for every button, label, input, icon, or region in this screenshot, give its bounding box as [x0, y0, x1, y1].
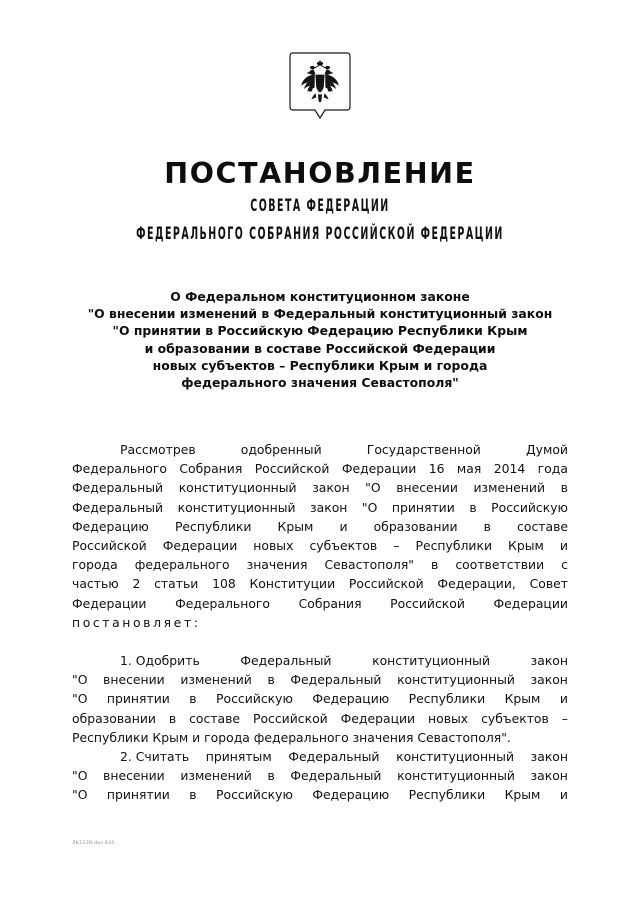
text-word: Федерацию — [312, 787, 390, 803]
text-word: новых — [253, 537, 294, 553]
text-word: принятии — [106, 691, 170, 707]
text-word: 16 — [428, 461, 445, 477]
text-word: Рассмотрев — [120, 442, 196, 457]
text-word: Крым — [504, 691, 541, 707]
text-word: Федерацию — [72, 518, 149, 534]
text-word: "О — [72, 672, 88, 688]
text-word: новых — [428, 710, 469, 726]
text-word: "О — [72, 787, 88, 803]
text-word: постановляет: — [72, 614, 201, 630]
text-word: 2014 — [493, 461, 526, 477]
text-word: с — [561, 557, 568, 573]
text-word: – — [561, 710, 568, 726]
subject-line: и образовании в составе Российской Федерации — [144, 340, 496, 356]
text-word: Федеральный — [240, 653, 332, 668]
text-word: принятии — [106, 787, 170, 803]
text-word: конституционный — [397, 768, 515, 784]
text-word: города — [72, 557, 118, 573]
text-word: Республики Крым и города федерального значения Севастополя". — [72, 729, 511, 745]
text-word: Государственной — [366, 442, 481, 457]
text-word: Собрания — [179, 461, 243, 477]
text-word: и — [559, 691, 568, 707]
text-word: образовании — [72, 710, 156, 726]
text-word: конституционный — [178, 480, 297, 496]
text-word: Федерации — [340, 710, 416, 726]
text-word: в — [168, 710, 177, 726]
text-word: Российской — [252, 710, 328, 726]
text-word: Федерации — [493, 595, 568, 611]
text-word: Совет — [529, 576, 568, 592]
emblem-container — [0, 52, 640, 144]
text-word: в — [267, 768, 275, 784]
text-word: Республики — [415, 537, 492, 553]
text-line — [72, 785, 568, 804]
text-line — [72, 766, 568, 785]
text-word: Российской — [390, 595, 465, 611]
text-word: Российскую — [216, 787, 293, 803]
russian-federation-coat-of-arms-icon — [287, 52, 353, 144]
document-subject-heading — [72, 288, 568, 391]
text-word: в — [483, 518, 491, 534]
title-subtitle-assembly: ФЕДЕРАЛЬНОГО СОБРАНИЯ РОССИЙСКОЙ ФЕДЕРАЦИИ — [136, 224, 504, 244]
text-word: Федеральный — [290, 672, 382, 688]
text-word: закон — [530, 653, 568, 668]
text-word: Крым — [277, 518, 314, 534]
text-word: составе — [517, 518, 568, 534]
text-line — [72, 574, 568, 593]
text-line — [72, 747, 568, 766]
subject-line: федерального значения Севастополя" — [181, 375, 459, 391]
text-word: Федерального — [72, 461, 167, 477]
text-word: 2 — [132, 576, 141, 592]
text-word: образовании — [373, 518, 458, 534]
text-word: Федерации, — [437, 576, 516, 592]
text-word: Республики — [408, 691, 486, 707]
text-word: принятым — [205, 749, 272, 764]
text-word: одобренный — [240, 442, 322, 457]
text-word: конституционный — [372, 653, 491, 668]
text-line — [72, 536, 568, 555]
text-word: Российской — [348, 576, 424, 592]
page-title: ПОСТАНОВЛЕНИЕ — [164, 157, 476, 190]
text-word: конституционный — [177, 499, 296, 515]
text-word: Федерального — [175, 595, 271, 611]
text-word: Федерацию — [312, 691, 390, 707]
text-line — [72, 689, 568, 708]
text-word: Федеральный — [72, 480, 164, 496]
text-line — [72, 709, 568, 728]
text-word: Крым — [508, 537, 544, 553]
text-word: Севастополя" — [324, 557, 415, 573]
subject-line: "О внесении изменений в Федеральный конституционный закон — [87, 306, 553, 322]
text-word: принятии — [391, 499, 455, 515]
text-word: закон — [530, 749, 568, 764]
text-word: Республики — [174, 518, 252, 534]
text-line — [72, 459, 568, 478]
text-word: Федерации — [72, 595, 147, 611]
text-word: мая — [456, 461, 482, 477]
text-word: и — [339, 518, 348, 534]
text-line — [72, 555, 568, 574]
text-line — [72, 651, 568, 670]
text-line — [72, 440, 568, 459]
text-word: Федерации — [341, 461, 417, 477]
paragraph-item-1 — [72, 651, 568, 747]
text-word: закон — [310, 499, 348, 515]
text-word: Российскую — [216, 691, 293, 707]
text-word: и — [559, 787, 568, 803]
text-word: "О — [72, 768, 88, 784]
text-word: субъектов — [481, 710, 549, 726]
text-word: внесении — [103, 672, 165, 688]
text-line — [72, 613, 568, 632]
text-word: "О — [365, 480, 381, 496]
text-word: Российской — [254, 461, 330, 477]
subject-line: "О принятии в Российскую Федерацию Республики Крым — [112, 323, 528, 339]
text-word: в — [189, 691, 197, 707]
text-word: Федеральный — [288, 749, 380, 764]
text-word: и — [559, 537, 568, 553]
text-word: Федерации — [162, 537, 238, 553]
text-word: составе — [189, 710, 241, 726]
text-word: внесении — [396, 480, 458, 496]
text-line — [72, 478, 568, 497]
text-word: года — [537, 461, 568, 477]
text-word: закон — [312, 480, 350, 496]
text-word: в — [267, 672, 275, 688]
text-word: соответствии — [455, 557, 545, 573]
text-word: внесении — [103, 768, 165, 784]
text-word: "О — [72, 691, 88, 707]
paragraph-intro — [72, 440, 568, 632]
text-word: Республики — [408, 787, 486, 803]
text-word: 1. Одобрить — [120, 653, 200, 668]
text-word: Конституции — [249, 576, 336, 592]
text-word: конституционный — [396, 749, 514, 764]
text-word: Крым — [504, 787, 541, 803]
paragraph-item-2 — [72, 747, 568, 805]
text-word: в — [469, 499, 477, 515]
text-word: Российской — [72, 537, 147, 553]
text-word: изменений — [180, 672, 252, 688]
text-word: субъектов — [309, 537, 378, 553]
text-word: "О — [361, 499, 378, 515]
text-line — [72, 498, 568, 517]
text-word: в — [189, 787, 197, 803]
text-word: Российскую — [491, 499, 568, 515]
text-word: Думой — [525, 442, 568, 457]
text-word: закон — [530, 768, 568, 784]
text-word: 2. Считать — [120, 749, 190, 764]
text-word: федерального — [134, 557, 230, 573]
text-word: в — [560, 480, 568, 496]
text-word: статьи — [154, 576, 199, 592]
text-line — [72, 517, 568, 536]
text-word: конституционный — [397, 672, 515, 688]
text-word: изменений — [180, 768, 252, 784]
text-word: в — [431, 557, 439, 573]
text-word: Федеральный — [72, 499, 164, 515]
text-word: – — [393, 537, 400, 553]
title-subtitle-council: СОВЕТА ФЕДЕРАЦИИ — [250, 196, 390, 216]
footer-file-stamp: ЛК123R.doc 645 — [72, 841, 115, 846]
text-word: частью — [72, 576, 119, 592]
text-line — [72, 670, 568, 689]
text-word: Федеральный — [290, 768, 382, 784]
text-line — [72, 594, 568, 613]
subject-line: О Федеральном конституционном законе — [170, 289, 470, 304]
text-line — [72, 728, 568, 747]
subject-line: новых субъектов – Республики Крым и города — [152, 357, 488, 373]
text-word: 108 — [212, 576, 236, 592]
text-word: закон — [530, 672, 568, 688]
text-word: изменений — [473, 480, 546, 496]
text-word: значения — [246, 557, 308, 573]
text-word: Собрания — [298, 595, 362, 611]
